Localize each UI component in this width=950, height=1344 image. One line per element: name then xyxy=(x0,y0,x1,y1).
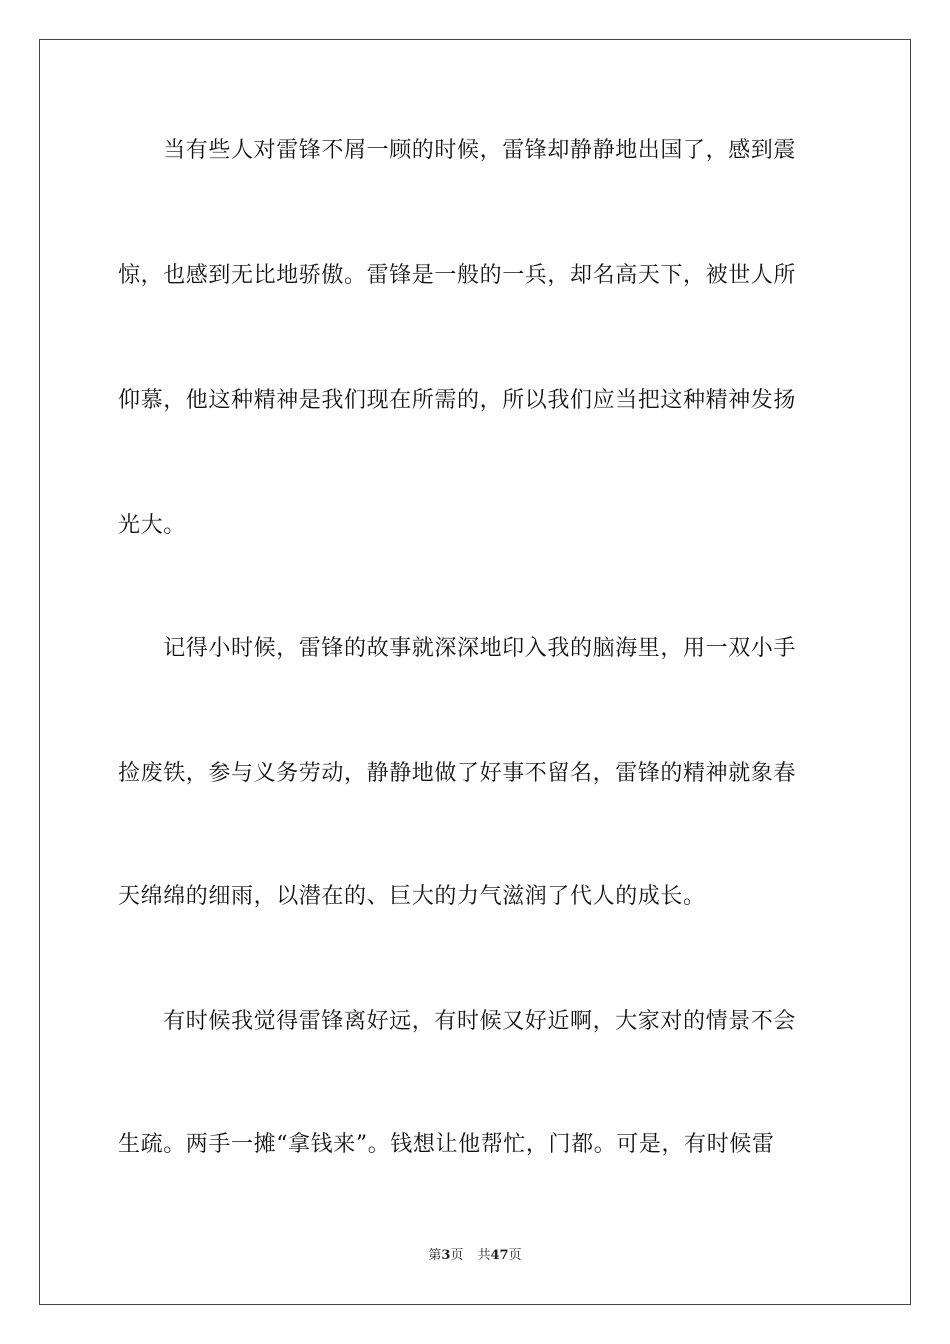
total-pages: 47 xyxy=(490,1248,509,1263)
text-line: 记得小时候，雷锋的故事就深深地印入我的脑海里，用一双小手 xyxy=(118,636,797,661)
total-prefix: 共 xyxy=(477,1248,491,1263)
text-line: 有时候我觉得雷锋离好远，有时候又好近啊，大家对的情景不会 xyxy=(118,1009,797,1034)
page-number: 3 xyxy=(441,1248,451,1263)
page-suffix: 页 xyxy=(450,1248,464,1263)
text-line: 光大。 xyxy=(118,513,186,538)
text-line: 仰慕，他这种精神是我们现在所需的，所以我们应当把这种精神发扬 xyxy=(118,388,797,413)
page-border xyxy=(39,39,911,1305)
page-prefix: 第 xyxy=(428,1248,442,1263)
page-footer xyxy=(0,1247,950,1265)
text-line: 当有些人对雷锋不屑一顾的时候，雷锋却静静地出国了，感到震 xyxy=(118,138,797,163)
text-line: 天绵绵的细雨，以潜在的、巨大的力气滋润了代人的成长。 xyxy=(118,884,706,909)
text-line: 生疏。两手一摊“拿钱来”。钱想让他帮忙，门都。可是，有时候雷 xyxy=(118,1132,775,1157)
total-suffix: 页 xyxy=(508,1248,522,1263)
text-line: 惊，也感到无比地骄傲。雷锋是一般的一兵，却名高天下，被世人所 xyxy=(118,263,797,288)
text-line: 捡废铁，参与义务劳动，静静地做了好事不留名，雷锋的精神就象春 xyxy=(118,761,797,786)
